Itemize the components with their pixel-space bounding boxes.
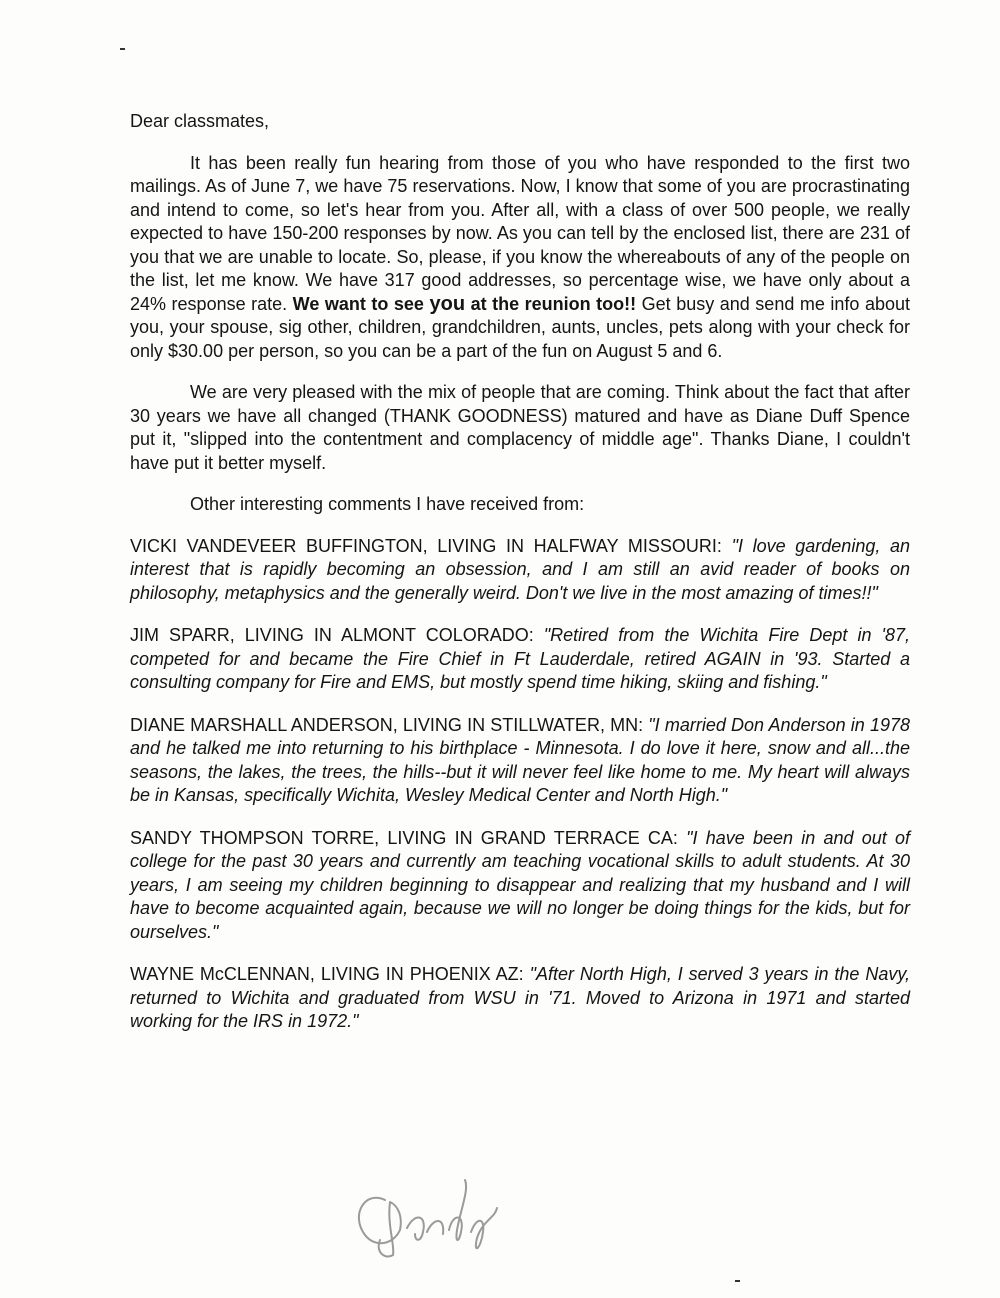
comment-sandy: [130, 827, 910, 945]
scan-speck: [735, 1280, 740, 1282]
comment-jim: [130, 624, 910, 695]
handwritten-signature: [345, 1160, 565, 1260]
scan-speck: [120, 48, 125, 50]
paragraph-comments-intro: Other interesting comments I have received from:: [190, 494, 585, 514]
comment-quote: "Retired from the Wichita Fire Dept in '87, competed for and became the Fire Chief in Ft Lauderdale, retired AGAIN in '93. Started a consulting company for Fire and EMS, but mostly spend time hiking, skiing and fishing.": [130, 625, 910, 692]
comment-quote: "I have been in and out of college for the past 30 years and currently am teaching vocational skills to adult students. At 30 years, I am seeing my children beginning to disappear and realizing that my husband and I will have to become acquainted again, because we will no longer be doing things for the kids, but for ourselves.": [130, 827, 910, 942]
comment-author: JIM SPARR, LIVING IN ALMONT COLORADO:: [130, 625, 544, 645]
letter-body: [130, 110, 910, 1053]
comment-author: WAYNE McCLENNAN, LIVING IN PHOENIX AZ:: [130, 964, 530, 984]
greeting: Dear classmates,: [130, 111, 270, 131]
comment-author: SANDY THOMPSON TORRE, LIVING IN GRAND TERRACE CA:: [130, 827, 687, 848]
paragraph-reservations: [130, 152, 910, 364]
comment-author: DIANE MARSHALL ANDERSON, LIVING IN STILLWATER, MN:: [130, 714, 649, 735]
comment-diane: [130, 714, 910, 808]
comment-author: VICKI VANDEVEER BUFFINGTON, LIVING IN HALFWAY MISSOURI:: [130, 535, 732, 556]
paragraph-mix: We are very pleased with the mix of people that are coming. Think about the fact that after 30 years we have all changed (THANK GOODNESS) matured and have as Diane Duff Spence put it, "slipped into the contentment and complacency of middle age". Thanks Diane, I couldn't have put it better myself.: [130, 382, 910, 473]
comment-quote: "I love gardening, an interest that is rapidly becoming an obsession, and I am still an avid reader of books on philosophy, metaphysics and the generally weird. Don't we live in the most amazing of times!!": [130, 535, 911, 603]
comment-quote: "After North High, I served 3 years in the Navy, returned to Wichita and graduated from WSU in '71. Moved to Arizona in 1971 and started working for the IRS in 1972.": [130, 964, 910, 1031]
comment-quote: "I married Don Anderson in 1978 and he talked me into returning to his birthplace - Minnesota. I do love it here, snow and all...the seasons, the lakes, the trees, the hills--but it will never feel like home to me. My heart will always be in Kansas, specifically Wichita, Wesley Medical Center and North High.": [130, 714, 910, 805]
emphasis-reunion: at the reunion too!!: [465, 293, 637, 314]
emphasis-text: We want to see: [292, 293, 430, 314]
emphasis-you: you: [429, 292, 466, 315]
paragraph-reservations-text: It has been really fun hearing from those of you who have responded to the first two mailings. As of June 7, we have 75 reservations. Now, I know that some of you are procrastinating and intend to come, so let's hear from you. After all, with a class of over 500 people, we really expected to have 150-200 responses by now. As you can tell by the enclosed list, there are 231 of you that we are unable to locate. So, please, if you know the whereabouts of any of the people on the list, let me know. We have 317 good addresses, so percentage wise, we have only about a 24% response rate.: [130, 152, 910, 314]
comment-wayne: [130, 963, 910, 1034]
paragraph-reservations-tail: Get busy and send me info about you, your spouse, sig other, children, grandchildren, aunts, uncles, pets along with your check for only $30.00 per person, so you can be a part of the fun on August 5 and 6.: [130, 293, 910, 361]
comment-vicki: [130, 535, 910, 606]
